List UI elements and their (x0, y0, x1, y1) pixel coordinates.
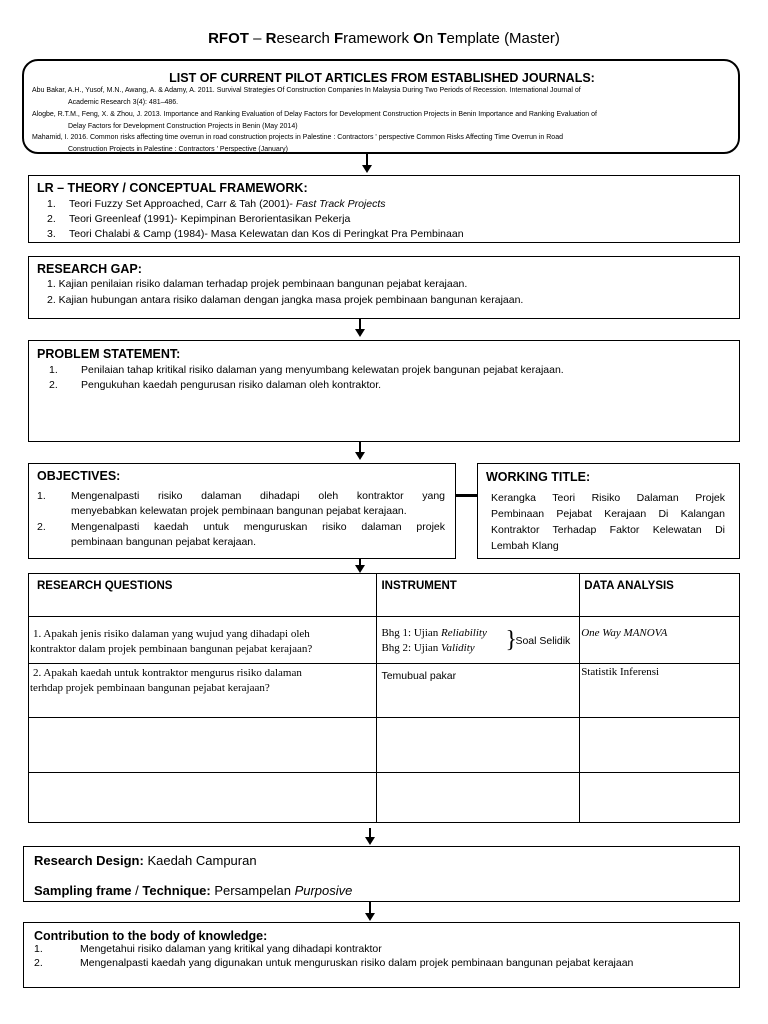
brace-icon: } (505, 627, 517, 653)
research-gap-item-2: 2. Kajian hubungan antara risiko dalaman dengan jangka masa projek pembinaan bangunan kerajaan. (47, 294, 524, 306)
header-data-analysis: DATA ANALYSIS (580, 574, 740, 617)
empty-cell (29, 718, 377, 773)
working-title-box (477, 463, 740, 559)
objective-2: 2. Mengenalpasti kaedah untuk menguruskan risiko dalaman projek pembinaan bangunan pejabat kerajaan. (37, 521, 445, 548)
empty-cell (377, 773, 580, 823)
empty-cell (580, 773, 740, 823)
flow-arrow-5 (369, 828, 371, 838)
reference-2: Alogbe, R.T.M., Feng, X. & Zhou, J. 2013. Importance and Ranking Evaluation of Delay Factors for Development Construction Projects in Benin Importance and Ranking Evaluation of Delay Factors for Development Construction Projects in Benin (May 2014) (32, 111, 597, 130)
problem-statement-list (43, 363, 723, 393)
contribution-item-2: 2. Mengenalpasti kaedah yang digunakan untuk menguruskan risiko dalam projek pembinaan bangunan pejabat kerajaan (34, 957, 634, 969)
contribution-item-1: 1. Mengetahui risiko dalaman yang kritikal yang dihadapi kontraktor (34, 943, 382, 955)
flow-arrow-6 (369, 902, 371, 914)
problem-statement-heading: PROBLEM STATEMENT: (37, 347, 181, 361)
contribution-list (28, 942, 728, 970)
pilot-articles-box (22, 59, 740, 154)
header-research-questions: RESEARCH QUESTIONS (29, 574, 377, 617)
theory-item-1: 1. Teori Fuzzy Set Approached, Carr & Tah (2001)- Fast Track Projects (47, 198, 386, 210)
objectives-heading: OBJECTIVES: (37, 469, 121, 483)
contribution-heading: Contribution to the body of knowledge: (34, 929, 268, 943)
reference-1: Abu Bakar, A.H., Yusof, M.N., Awang, A. & Adamy, A. 2011. Survival Strategies Of Construction Companies In Malaysia During Two Periods of Recession. International Journal of Academic Research 3(4): 481–486. (32, 87, 581, 106)
empty-cell (29, 773, 377, 823)
research-questions-table (28, 573, 740, 823)
research-gap-box (28, 256, 740, 319)
theory-box (28, 175, 740, 243)
research-design-line: Research Design: Kaedah Campuran (34, 853, 257, 868)
working-title-text: Kerangka Teori Risiko Dalaman Projek Pembinaan Pejabat Kerajaan Di Kalangan Kontraktor Terhadap Faktor Kelewatan Di Lembah Klang (491, 492, 725, 552)
instrument-2: Temubual pakar (377, 664, 580, 718)
theory-item-3: 3. Teori Chalabi & Camp (1984)- Masa Kelewatan dan Kos di Peringkat Pra Pembinaan (47, 228, 464, 240)
instrument-1 (377, 617, 580, 664)
table-row (29, 664, 740, 718)
page-title: RFOT – Research Framework On Template (Master) (208, 30, 560, 47)
analysis-1: One Way MANOVA (580, 617, 740, 664)
table-row (29, 617, 740, 664)
sampling-line: Sampling frame / Technique: Persampelan Purposive (34, 883, 353, 898)
theory-list (41, 197, 721, 242)
flow-arrow-2 (359, 319, 361, 330)
theory-item-2: 2. Teori Greenleaf (1991)- Kepimpinan Berorientasikan Pekerja (47, 213, 351, 225)
flow-arrow-4 (359, 559, 361, 566)
theory-heading: LR – THEORY / CONCEPTUAL FRAMEWORK: (37, 181, 308, 195)
question-1: 1. Apakah jenis risiko dalaman yang wujud yang dihadapi oleh kontraktor dalam projek pembinaan bangunan pejabat kerajaan? (29, 617, 377, 664)
instrument-validity: Bhg 2: Ujian Validity (381, 642, 475, 654)
question-2: 2. Apakah kaedah untuk kontraktor mengurus risiko dalaman terhdap projek pembinaan bangunan pejabat kerajaan? (29, 664, 377, 718)
problem-statement-box (28, 340, 740, 442)
problem-item-1: 1. Penilaian tahap kritikal risiko dalaman yang menyumbang kelewatan projek bangunan pejabat kerajaan. (49, 364, 564, 376)
research-design-box (23, 846, 740, 902)
table-header-row (29, 574, 740, 617)
empty-cell (377, 718, 580, 773)
pilot-articles-heading: LIST OF CURRENT PILOT ARTICLES FROM ESTABLISHED JOURNALS: (169, 71, 595, 85)
flow-arrow-3 (359, 442, 361, 453)
objectives-title-connector (456, 494, 478, 497)
objective-1: 1. Mengenalpasti risiko dalaman dihadapi oleh kontraktor yang menyebabkan kelewatan projek pembinaan bangunan pejabat kerajaan. (37, 490, 445, 517)
research-gap-heading: RESEARCH GAP: (37, 262, 142, 276)
working-title-heading: WORKING TITLE: (486, 470, 591, 484)
reference-3: Mahamid, I. 2016. Common risks affecting time overrun in road construction projects in Palestine : Contractors ' perspective Common Risks Affecting Time Overrun in Road Construction Projects in Palestine : Contractors ' Perspective (January) (32, 134, 563, 153)
table-row (29, 718, 740, 773)
header-instrument: INSTRUMENT (377, 574, 580, 617)
research-gap-item-1: 1. Kajian penilaian risiko dalaman terhadap projek pembinaan bangunan pejabat kerajaan. (47, 278, 468, 290)
flow-arrow-1 (366, 154, 368, 166)
objectives-box (28, 463, 456, 559)
contribution-box (23, 922, 740, 988)
instrument-soal-selidik: Soal Selidik (515, 635, 571, 647)
table-row (29, 773, 740, 823)
instrument-reliability: Bhg 1: Ujian Reliability (381, 627, 487, 639)
empty-cell (580, 718, 740, 773)
problem-item-2: 2. Pengukuhan kaedah pengurusan risiko dalaman oleh kontraktor. (49, 379, 382, 391)
analysis-2: Statistik Inferensi (580, 664, 740, 718)
